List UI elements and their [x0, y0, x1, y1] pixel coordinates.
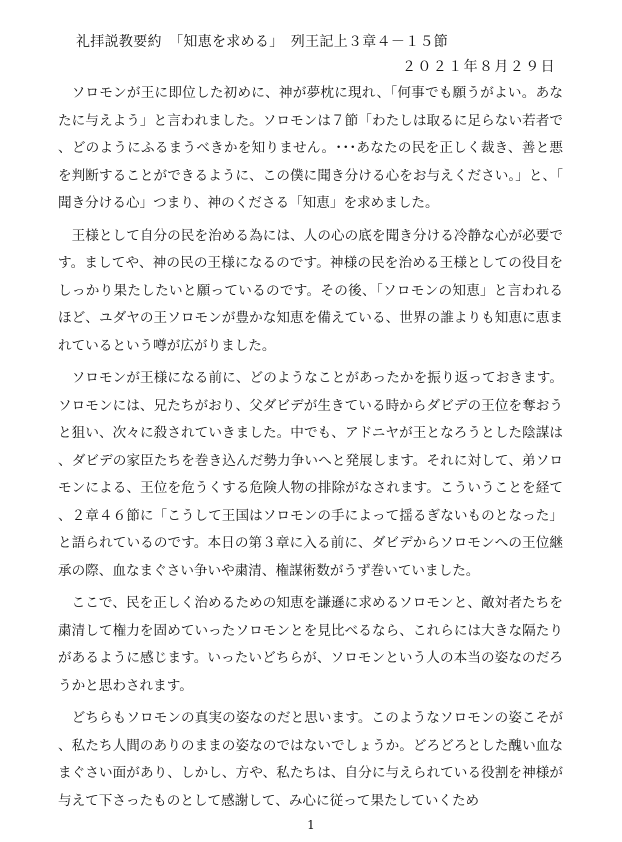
sermon-date: ２０２１年８月２９日: [402, 59, 556, 75]
paragraph-4: ここで、民を正しく治めるための知恵を謙遜に求めるソロモンと、敵対者たちを粛清して権力を固めていったソロモンとを見比べるなら、これらには大きな隔たりがあるように感じます。いったいどちらが、ソロモンという人の本当の姿なのだろうかと思わされます。: [58, 595, 563, 694]
paragraph-1: ソロモンが王に即位した初めに、神が夢枕に現れ、「何事でも願うがよい。あなたに与えよう」と言われました。ソロモンは７節「わたしは取るに足らない若者で、どのようにふるまうべきかを知りません。･･･あなたの民を正しく裁き、善と悪を判断することができるように、この僕に聞き分ける心をお与えください。」と、「聞き分ける心」つまり、神のくださる「知恵」を求めました。: [58, 85, 563, 211]
paragraph-3: ソロモンが王様になる前に、どのようなことがあったかを振り返っておきます。ソロモンには、兄たちがおり、父ダビデが生きている時からダビデの王位を奪おうと狙い、次々に殺されていきました。中でも、アドニヤが王となろうとした陰謀は、ダビデの家臣たちを巻き込んだ勢力争いへと発展します。それに対して、弟ソロモンによる、王位を危うくする危険人物の排除がなされます。こういうことを経て、２章４６節に「こうして王国はソロモンの手によって揺るぎないものとなった」と語られているのです。本日の第３章に入る前に、ダビデからソロモンへの王位継承の際、血なまぐさい争いや粛清、権謀術数がうず巻いていました。: [58, 370, 564, 579]
paragraph-2: 王様として自分の民を治める為には、人の心の底を聞き分ける冷静な心が必要です。ましてや、神の民の王様になるのです。神様の民を治める王様としての役目をしっかり果たしたいと願っているのです。その後、「ソロモンの知恵」と言われるほど、ユダヤの王ソロモンが豊かな知恵を備えている、世界の誰よりも知恵に恵まれているという噂が広がりました。: [58, 227, 563, 354]
page-title: 礼拝説教要約 「知恵を求める」 列王記上３章４－１５節: [76, 34, 449, 50]
page-number: 1: [307, 818, 315, 832]
document-body: [58, 80, 563, 815]
paragraph-5: どちらもソロモンの真実の姿なのだと思います。このようなソロモンの姿こそが、私たち人間のありのままの姿なのではないでしょうか。どろどろとした醜い血なまぐさい面があり、しかし、方や、私たちは、自分に与えられている役割を神様が与えて下さったものとして感謝して、み心に従って果たしていくため: [58, 710, 563, 809]
